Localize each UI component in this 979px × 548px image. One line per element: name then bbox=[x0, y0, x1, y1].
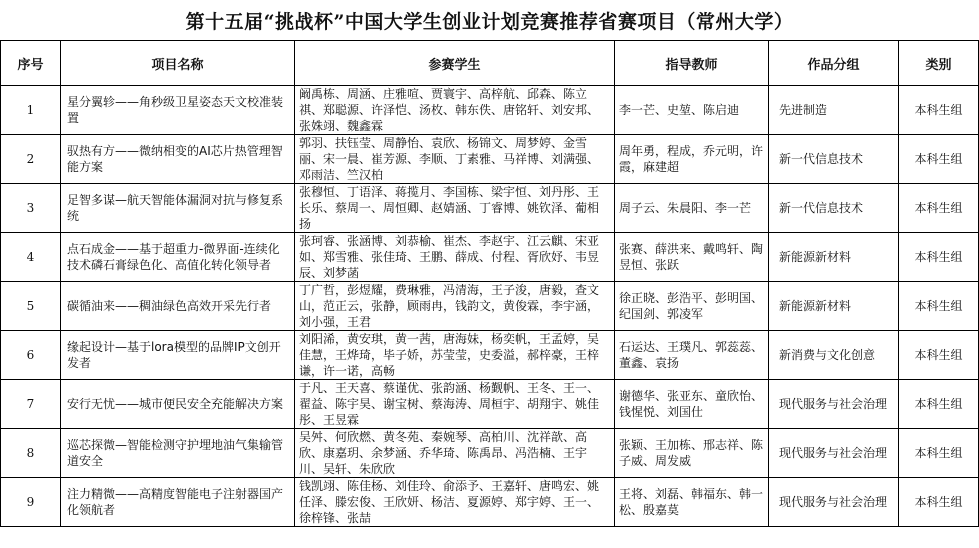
cell-index: 7 bbox=[1, 380, 61, 429]
cell-category: 本科生组 bbox=[899, 184, 979, 233]
cell-index: 6 bbox=[1, 331, 61, 380]
cell-students: 刘阳浠，黄安琪，黄一茜，唐海妹，杨奕帆，王孟婷，吴佳慧，王烨琦，毕子娇，苏莹莹，史委溢，郝梓豪，王梓谦，许一诺，高畅 bbox=[295, 331, 615, 380]
table-row bbox=[1, 282, 979, 331]
cell-teachers: 李一芒、史堃、陈启迪 bbox=[615, 86, 769, 135]
cell-group: 先进制造 bbox=[769, 86, 899, 135]
table-row bbox=[1, 429, 979, 478]
cell-students: 张穆恒、丁语泽、蒋揽月、李国栋、梁宇恒、刘丹彤、王长乐、蔡周一、周恒卿、赵婧涵、丁睿博、姚钦泽、葡相扬 bbox=[295, 184, 615, 233]
cell-teachers: 石运达、王璞凡、郭蕊蕊、董鑫、袁扬 bbox=[615, 331, 769, 380]
cell-index: 1 bbox=[1, 86, 61, 135]
cell-index: 5 bbox=[1, 282, 61, 331]
cell-group: 新能源新材料 bbox=[769, 282, 899, 331]
cell-group: 新消费与文化创意 bbox=[769, 331, 899, 380]
cell-project-name: 注力精微——高精度智能电子注射器国产化领航者 bbox=[61, 478, 295, 527]
cell-teachers: 周年勇，程成，乔元明，许霞，麻建超 bbox=[615, 135, 769, 184]
table-header-row bbox=[1, 41, 979, 86]
cell-students: 郭羽、扶钰莹、周静怡、袁欣、杨锦文、周梦婷、金雪丽、宋一晨、崔芳源、李顺、丁素雅、马祥博、刘满强、邓雨洁、竺汉柏 bbox=[295, 135, 615, 184]
cell-students: 丁广哲，彭煜耀，费琳雅，冯清海，王子浚，唐毅，查文山，范正云，张静，顾雨冉，钱韵文，黄俊霖，李宇涵，刘小强，王君 bbox=[295, 282, 615, 331]
table-row bbox=[1, 380, 979, 429]
cell-teachers: 徐正晓、彭浩平、彭明国、纪国剑、郭凌军 bbox=[615, 282, 769, 331]
cell-project-name: 驭热有方——微纳相变的AI芯片热管理智能方案 bbox=[61, 135, 295, 184]
cell-teachers: 张赛、薛洪来、戴鸣轩、陶昱恒、张跃 bbox=[615, 233, 769, 282]
cell-category: 本科生组 bbox=[899, 380, 979, 429]
cell-project-name: 碳循油来——稠油绿色高效开采先行者 bbox=[61, 282, 295, 331]
cell-category: 本科生组 bbox=[899, 86, 979, 135]
table-row bbox=[1, 331, 979, 380]
cell-category: 本科生组 bbox=[899, 135, 979, 184]
cell-category: 本科生组 bbox=[899, 429, 979, 478]
cell-students: 钱凯翊、陈佳杨、刘佳玲、俞添予、王嘉轩、唐鸣宏、姚任泽、滕宏俊、王欣妍、杨洁、夏源婷、郑宇婷、王一、徐梓锋、张喆 bbox=[295, 478, 615, 527]
cell-category: 本科生组 bbox=[899, 233, 979, 282]
header-students: 参赛学生 bbox=[295, 41, 615, 86]
cell-category: 本科生组 bbox=[899, 478, 979, 527]
cell-index: 8 bbox=[1, 429, 61, 478]
cell-group: 新一代信息技术 bbox=[769, 135, 899, 184]
cell-index: 3 bbox=[1, 184, 61, 233]
table-row bbox=[1, 233, 979, 282]
cell-students: 于凡、王天喜、蔡谨优、张韵涵、杨觐帆、王冬、王一、翟益、陈宇昊、谢宝树、蔡海涛、周桓宇、胡翔宇、姚佳彤、王昱霖 bbox=[295, 380, 615, 429]
cell-index: 4 bbox=[1, 233, 61, 282]
cell-teachers: 谢德华、张亚东、童欣怡、钱惺悦、刘国仕 bbox=[615, 380, 769, 429]
header-project-name: 项目名称 bbox=[61, 41, 295, 86]
cell-index: 2 bbox=[1, 135, 61, 184]
table-row bbox=[1, 135, 979, 184]
cell-students: 阚禹栋、周涵、庄雅喧、贾寰宇、高梓航、邱森、陈立祺、郑聪源、许泽恺、汤枚、韩东佚、唐铭轩、刘安邦、张姝翊、魏鑫霖 bbox=[295, 86, 615, 135]
header-group: 作品分组 bbox=[769, 41, 899, 86]
cell-project-name: 星分翼轸——角秒级卫星姿态天文校准装置 bbox=[61, 86, 295, 135]
cell-project-name: 点石成金——基于超重力-微界面-连续化技术磷石膏绿色化、高值化转化领导者 bbox=[61, 233, 295, 282]
cell-teachers: 周子云、朱晨阳、李一芒 bbox=[615, 184, 769, 233]
cell-group: 新一代信息技术 bbox=[769, 184, 899, 233]
cell-students: 吴舛、何欣燃、黄冬苑、秦婉琴、高柏川、沈祥歆、高欣、康嘉玥、余梦涵、乔华琦、陈禹昂、冯浩楠、王宇川、吴轩、朱欣欣 bbox=[295, 429, 615, 478]
cell-teachers: 王将、刘磊、韩福东、韩一松、殷嘉莫 bbox=[615, 478, 769, 527]
cell-project-name: 缘起设计—基于lora模型的品牌IP文创开发者 bbox=[61, 331, 295, 380]
cell-category: 本科生组 bbox=[899, 331, 979, 380]
cell-group: 现代服务与社会治理 bbox=[769, 429, 899, 478]
cell-group: 新能源新材料 bbox=[769, 233, 899, 282]
table-row bbox=[1, 86, 979, 135]
table-body bbox=[1, 86, 979, 527]
cell-index: 9 bbox=[1, 478, 61, 527]
cell-category: 本科生组 bbox=[899, 282, 979, 331]
header-index: 序号 bbox=[1, 41, 61, 86]
header-category: 类别 bbox=[899, 41, 979, 86]
cell-project-name: 足智多谋—航天智能体漏洞对抗与修复系统 bbox=[61, 184, 295, 233]
table-row bbox=[1, 478, 979, 527]
cell-project-name: 巡芯探微—智能检测守护埋地油气集输管道安全 bbox=[61, 429, 295, 478]
project-table bbox=[0, 40, 979, 527]
cell-project-name: 安行无忧——城市便民安全充能解决方案 bbox=[61, 380, 295, 429]
cell-teachers: 张颖、王加栋、邢志祥、陈子威、周发威 bbox=[615, 429, 769, 478]
page-title: 第十五届“挑战杯”中国大学生创业计划竞赛推荐省赛项目（常州大学） bbox=[185, 10, 794, 33]
cell-group: 现代服务与社会治理 bbox=[769, 380, 899, 429]
cell-students: 张珂睿、张涵博、刘恭榆、崔杰、李赵宇、江云麒、宋亚如、郑雪雅、张佳琦、王鹏、薛成、付程、胥欣妤、韦昱辰、刘梦菡 bbox=[295, 233, 615, 282]
header-teachers: 指导教师 bbox=[615, 41, 769, 86]
table-row bbox=[1, 184, 979, 233]
cell-group: 现代服务与社会治理 bbox=[769, 478, 899, 527]
